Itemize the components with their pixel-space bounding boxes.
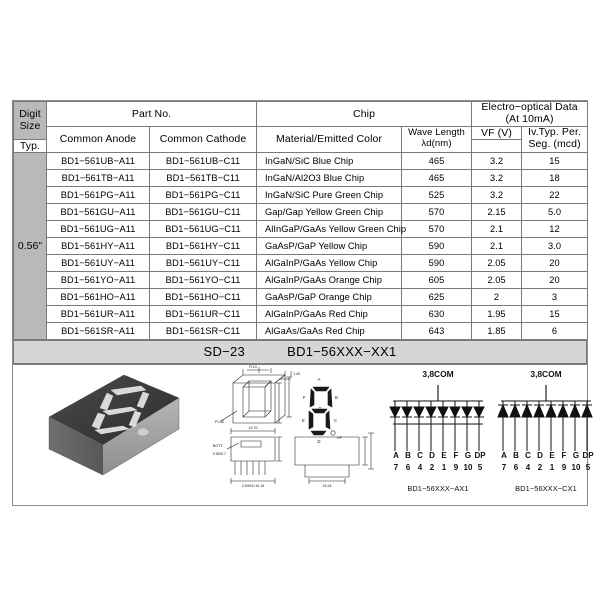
pin-label: 10: [571, 462, 581, 472]
cell-common-cathode: BD1−561HY−C11: [150, 237, 257, 254]
cell-iv-typ: 18: [522, 169, 588, 186]
table-row: [14, 220, 588, 237]
cell-material: GaAsP/GaP Orange Chip: [257, 288, 402, 305]
cell-vf-typ: 3.2: [472, 152, 522, 169]
pin-label: A: [501, 450, 507, 460]
cell-common-anode: BD1−561SR−A11: [47, 322, 150, 339]
svg-text:E: E: [302, 417, 305, 423]
table-row: [14, 271, 588, 288]
anode-pin-numbers: [385, 463, 491, 472]
cell-wavelength: 630: [402, 305, 472, 322]
cell-vf-typ: 3.2: [472, 169, 522, 186]
model-row-table: [13, 340, 587, 364]
cell-wavelength: 643: [402, 322, 472, 339]
pin-label: 10: [463, 462, 473, 472]
cell-common-cathode: BD1−561TB−C11: [150, 169, 257, 186]
header-digit-size: [14, 102, 47, 140]
led-display-photo: [19, 365, 209, 505]
pin-label: 1: [549, 462, 555, 472]
pin-label: 9: [561, 462, 567, 472]
svg-text:1.40: 1.40: [293, 371, 300, 376]
pin-label: 2: [429, 462, 435, 472]
cell-common-anode: BD1−561HY−A11: [47, 237, 150, 254]
pin-label: A: [393, 450, 399, 460]
svg-text:F: F: [303, 394, 306, 400]
header-material-emitted-color: Material/Emitted Color: [257, 126, 402, 152]
header-common-anode: Common Anode: [47, 126, 150, 152]
cell-wavelength: 625: [402, 288, 472, 305]
cell-iv-typ: 20: [522, 254, 588, 271]
cell-material: GaAsP/GaP Yellow Chip: [257, 237, 402, 254]
pin-label: B: [513, 450, 519, 460]
table-row: [14, 305, 588, 322]
cell-material: AlInGaP/GaAs Yellow Green Chip: [257, 220, 402, 237]
cell-vf-typ: 2.15: [472, 203, 522, 220]
pin-label: 5: [477, 462, 483, 472]
pin-label: 6: [405, 462, 411, 472]
svg-text:G: G: [318, 405, 322, 411]
specification-table: [13, 101, 588, 340]
pin-label: C: [525, 450, 531, 460]
svg-text:0.50/0.7: 0.50/0.7: [213, 451, 226, 456]
cell-wavelength: 570: [402, 220, 472, 237]
cathode-pin-numbers: [493, 463, 599, 472]
header-electro-optical-line1: Electro−optical Data: [481, 101, 578, 113]
cell-wavelength: 570: [402, 203, 472, 220]
cell-vf-typ: 2: [472, 288, 522, 305]
table-row: [14, 288, 588, 305]
cell-vf-typ: 2.05: [472, 271, 522, 288]
pin-label: D: [429, 450, 435, 460]
cell-common-cathode: BD1−561GU−C11: [150, 203, 257, 220]
header-iv-line1: Iv.Typ. Per.: [528, 126, 581, 139]
cell-common-cathode: BD1−561UY−C11: [150, 254, 257, 271]
pin-label: 4: [525, 462, 531, 472]
figure-panel: [13, 364, 594, 505]
table-row: [14, 254, 588, 271]
cell-vf-typ: 2.05: [472, 254, 522, 271]
pin-label: E: [549, 450, 555, 460]
model-part-number: BD1−56XXX−XX1: [287, 344, 397, 359]
header-wave-length: [402, 126, 472, 152]
cell-common-cathode: BD1−561PG−C11: [150, 186, 257, 203]
anode-com-label: 3,8COM: [422, 368, 454, 379]
anode-caption: BD1−56XXX−AX1: [407, 483, 469, 493]
package-code: SD−23: [203, 344, 246, 359]
pin-label: D: [537, 450, 543, 460]
cell-material: AlGaInP/GaAs Yellow Chip: [257, 254, 402, 271]
pin-label: 4: [417, 462, 423, 472]
pin-label: F: [561, 450, 567, 460]
table-row: [14, 152, 588, 169]
mechanical-drawing: [213, 365, 383, 505]
cell-material: InGaN/SiC Pure Green Chip: [257, 186, 402, 203]
pin-label: E: [441, 450, 447, 460]
cell-wavelength: 605: [402, 271, 472, 288]
header-electro-optical-line2: (At 10mA): [505, 112, 554, 125]
pin-label: 7: [501, 462, 507, 472]
pin-label: DP: [582, 450, 594, 460]
cell-iv-typ: 12: [522, 220, 588, 237]
table-row: [14, 186, 588, 203]
cell-common-cathode: BD1−561HO−C11: [150, 288, 257, 305]
pin-label: F: [453, 450, 459, 460]
svg-text:B: B: [335, 394, 338, 400]
cell-vf-typ: 2.1: [472, 237, 522, 254]
cell-common-anode: BD1−561PG−A11: [47, 186, 150, 203]
header-digit-size-line1: Digit: [19, 108, 41, 121]
common-cathode-schematic: [493, 365, 599, 505]
cell-vf-typ: 3.2: [472, 186, 522, 203]
cell-iv-typ: 3.0: [522, 237, 588, 254]
cell-iv-typ: 3: [522, 288, 588, 305]
svg-text:2.54X4=10.16: 2.54X4=10.16: [241, 483, 265, 488]
pin-label: G: [464, 450, 472, 460]
cell-wavelength: 590: [402, 237, 472, 254]
cell-common-cathode: BD1−561SR−C11: [150, 322, 257, 339]
cell-common-cathode: BD1−561UG−C11: [150, 220, 257, 237]
cell-iv-typ: 6: [522, 322, 588, 339]
cell-wavelength: 465: [402, 169, 472, 186]
pin-label: DP: [474, 450, 486, 460]
model-row-cell: [14, 340, 587, 363]
cell-common-anode: BD1−561UR−A11: [47, 305, 150, 322]
table-header-row-1: [14, 102, 588, 127]
svg-text:A: A: [317, 376, 321, 382]
cell-common-anode: BD1−561HO−A11: [47, 288, 150, 305]
pin-label: 9: [453, 462, 459, 472]
table-header-row-2: [14, 126, 588, 139]
common-anode-schematic: [385, 365, 491, 505]
cell-common-anode: BD1−561GU−A11: [47, 203, 150, 220]
pin-label: 2: [537, 462, 543, 472]
cell-vf-typ: 2.1: [472, 220, 522, 237]
svg-text:P.150: P.150: [215, 419, 224, 424]
header-electro-optical-data: [472, 102, 588, 127]
cell-common-cathode: BD1−561UR−C11: [150, 305, 257, 322]
header-wave-length-line1: Wave Length: [408, 127, 465, 139]
header-wave-length-line2: λd(nm): [421, 138, 452, 149]
cell-material: AlGaInP/GaAs Orange Chip: [257, 271, 402, 288]
header-digit-size-line2: Size: [19, 120, 41, 133]
cell-iv-typ: 5.0: [522, 203, 588, 220]
table-row: [14, 322, 588, 339]
cell-material: InGaN/Al2O3 Blue Chip: [257, 169, 402, 186]
cell-iv-typ: 20: [522, 271, 588, 288]
cathode-com-label: 3,8COM: [530, 368, 562, 379]
header-part-no: Part No.: [47, 102, 257, 127]
cell-common-anode: BD1−561YO−A11: [47, 271, 150, 288]
cell-material: AlGaAs/GaAs Red Chip: [257, 322, 402, 339]
pin-label: B: [405, 450, 411, 460]
anode-pin-letters: [385, 451, 491, 460]
pin-label: 1: [441, 462, 447, 472]
cell-iv-typ: 15: [522, 152, 588, 169]
cathode-caption: BD1−56XXX−CX1: [515, 483, 577, 493]
cell-common-anode: BD1−561UG−A11: [47, 220, 150, 237]
pin-label: 6: [513, 462, 519, 472]
model-row: [14, 340, 587, 363]
cell-iv-typ: 22: [522, 186, 588, 203]
header-chip: Chip: [257, 102, 472, 127]
table-row: [14, 169, 588, 186]
pin-label: 5: [585, 462, 591, 472]
header-vf: VF (V): [472, 126, 522, 139]
cell-common-anode: BD1−561TB−A11: [47, 169, 150, 186]
cell-common-cathode: BD1−561YO−C11: [150, 271, 257, 288]
cell-material: Gap/Gap Yellow Green Chip: [257, 203, 402, 220]
spec-sheet-frame: [12, 100, 594, 506]
pin-label: C: [417, 450, 423, 460]
cell-wavelength: 590: [402, 254, 472, 271]
cell-common-cathode: BD1−561UB−C11: [150, 152, 257, 169]
cell-common-anode: BD1−561UB−A11: [47, 152, 150, 169]
cathode-pin-letters: [493, 451, 599, 460]
svg-text:R.10: R.10: [249, 364, 257, 369]
svg-text:BOTT.: BOTT.: [213, 443, 224, 448]
cell-wavelength: 525: [402, 186, 472, 203]
cell-material: AlGaInP/GaAs Red Chip: [257, 305, 402, 322]
svg-text:DP: DP: [337, 435, 342, 440]
svg-text:D: D: [317, 438, 321, 444]
table-row: [14, 237, 588, 254]
header-iv-typ: [522, 126, 588, 152]
svg-text:C: C: [334, 417, 338, 423]
cell-iv-typ: 15: [522, 305, 588, 322]
table-row: [14, 203, 588, 220]
cell-vf-typ: 1.85: [472, 322, 522, 339]
pin-label: 7: [393, 462, 399, 472]
digit-size-value: 0.56": [14, 152, 47, 339]
cell-wavelength: 465: [402, 152, 472, 169]
cell-vf-typ: 1.95: [472, 305, 522, 322]
svg-text:12.70: 12.70: [248, 425, 258, 430]
header-vf-typ: Typ.: [14, 139, 47, 152]
cell-material: InGaN/SiC Blue Chip: [257, 152, 402, 169]
cell-common-anode: BD1−561UY−A11: [47, 254, 150, 271]
header-common-cathode: Common Cathode: [150, 126, 257, 152]
svg-text:15.24: 15.24: [322, 483, 332, 488]
pin-label: G: [572, 450, 580, 460]
header-iv-line2: Seg. (mcd): [528, 138, 581, 150]
